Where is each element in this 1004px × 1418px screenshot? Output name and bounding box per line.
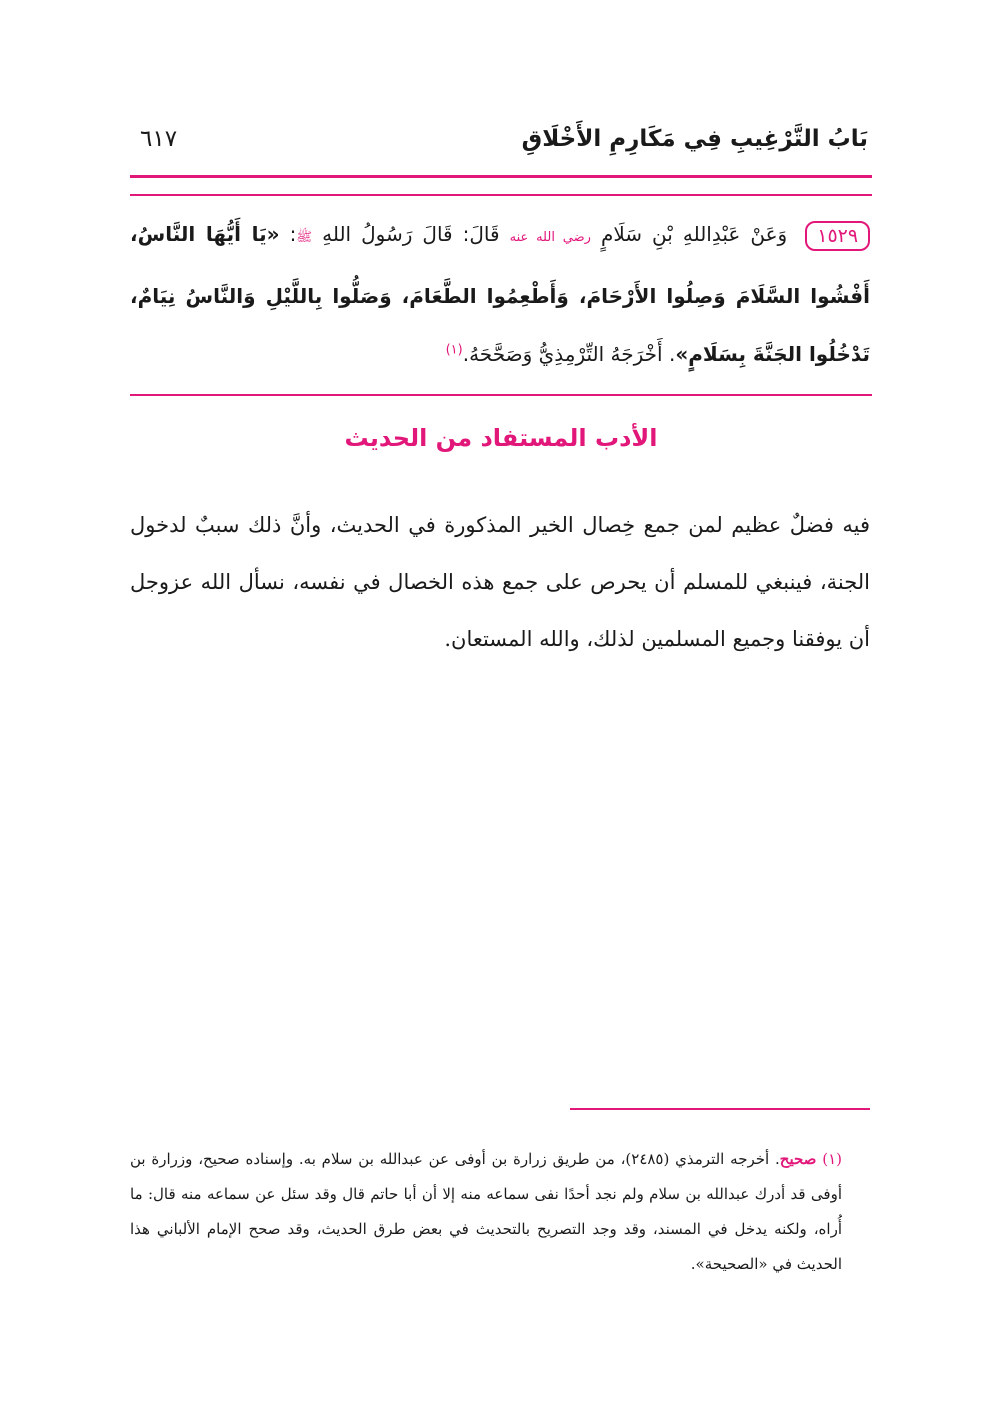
hadith-intro: وَعَنْ عَبْدِاللهِ بْنِ سَلَامٍ (600, 222, 788, 246)
running-header (130, 118, 872, 166)
footnote-separator (570, 1108, 870, 1110)
header-rule-secondary (130, 194, 872, 196)
prophet-honorific: ﷺ (296, 230, 313, 245)
companion-honorific: رضي الله عنه (509, 230, 591, 245)
hadith-block (130, 205, 870, 383)
footnote-number: (١) (822, 1150, 842, 1168)
footnote-item (130, 1142, 842, 1282)
hadith-number-badge: ١٥٢٩ (805, 221, 870, 251)
hadith-rule (130, 394, 872, 396)
chapter-title: بَابُ التَّرْغِيبِ فِي مَكَارِمِ الأَخْلَاقِ (521, 126, 868, 152)
header-rule (130, 175, 872, 178)
hadith-colon: : (289, 222, 297, 246)
section-body-text: فيه فضلٌ عظيم لمن جمع خِصال الخير المذكورة في الحديث، وأنَّ ذلك سببٌ لدخول الجنة، فينبغي للمسلم أن يحرص على جمع هذه الخصال في نفسه، نسأل الله عزوجل أن يوفقنا وجميع المسلمين لذلك، والله المستعان. (130, 513, 870, 651)
page-number: ٦١٧ (140, 126, 178, 152)
section-heading: الأدب المستفاد من الحديث (344, 424, 658, 452)
footnotes (130, 1142, 842, 1282)
footnote-text: . أخرجه الترمذي (٢٤٨٥)، من طريق زرارة بن أوفى عن عبدالله بن سلام به. وإسناده صحيح، وزرارة بن أوفى قد أدرك عبدالله بن سلام ولم نجد أحدًا نفى سماعه منه إلا أن أبا حاتم قال وقد سئل عن سماعه منه قال: ما أُراه، ولكنه يدخل في المسند، وقد وجد التصريح بالتحديث في بعض طرق الحديث، وقد صحح الإمام الألباني هذا الحديث في «الصحيحة». (130, 1150, 842, 1273)
hadith-says: قَالَ: قَالَ رَسُولُ اللهِ (322, 222, 500, 246)
hadith-takhrij: . أَخْرَجَهُ التِّرْمِذِيُّ وَصَحَّحَهُ. (462, 342, 676, 366)
hadith-matn: «يَا أَيُّهَا النَّاسُ، أَفْشُوا السَّلَامَ وَصِلُوا الأَرْحَامَ، وَأَطْعِمُوا الطَّعَامَ، وَصَلُّوا بِاللَّيْلِ وَالنَّاسُ نِيَامٌ، تَدْخُلُوا الجَنَّةَ بِسَلَامٍ» (130, 222, 870, 366)
footnote-grade: صحيح (779, 1150, 817, 1168)
footnote-reference: (١) (445, 342, 463, 358)
